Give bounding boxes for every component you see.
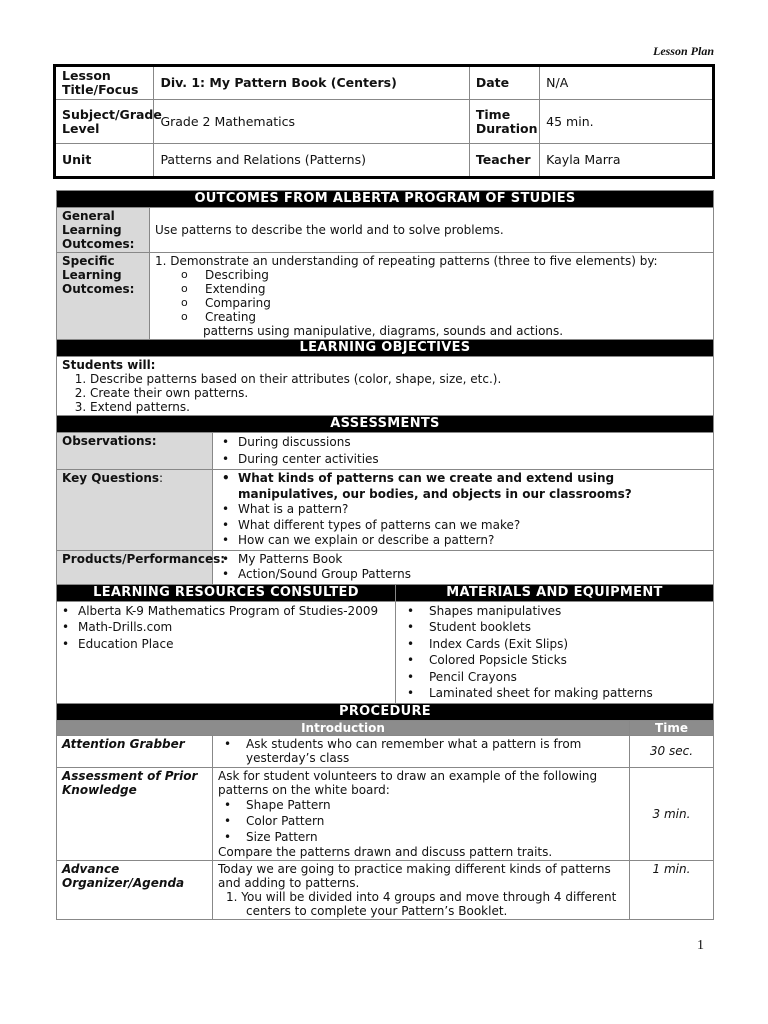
list-item: • What is a pattern? [234,502,708,518]
advance-intro: Today we are going to practice making different kinds of patterns and adding to patterns. [218,861,611,890]
list-item: • My Patterns Book [234,552,708,568]
teacher-label: Teacher [469,144,539,178]
list-item: o Describing [205,268,708,282]
list-item: o Creating [205,310,708,324]
observations [213,433,714,470]
list-item: • Ask students who can remember what a pattern is from yesterday’s class [242,737,624,765]
list-item: • Laminated sheet for making patterns [425,685,708,702]
advance-time: 1 min. [630,860,714,919]
list-item: • Student booklets [425,619,708,636]
list-item: • How can we explain or describe a pattern? [234,533,708,549]
list-item: • What different types of patterns can we make? [234,518,708,534]
prior-time: 3 min. [630,767,714,860]
list-item: • Action/Sound Group Patterns [234,567,708,583]
objectives-list [62,372,708,414]
list-item: 3. Extend patterns. [90,400,708,414]
date-label: Date [469,66,539,100]
observations-label: Observations: [57,433,213,470]
time-column-heading: Time [630,720,714,735]
materials-heading: MATERIALS AND EQUIPMENT [396,584,714,601]
objectives-body [57,357,714,416]
key-questions [213,470,714,551]
advance-organizer-label: Advance Organizer/Agenda [57,860,213,919]
objectives-heading: LEARNING OBJECTIVES [57,340,714,357]
list-item: • Alberta K-9 Mathematics Program of Studies-2009 [74,603,390,620]
attention-grabber-label: Attention Grabber [57,735,213,767]
procedure-heading: PROCEDURE [57,703,714,720]
list-item: • Shapes manipulatives [425,603,708,620]
general-outcomes: Use patterns to describe the world and to solve problems. [150,208,714,253]
list-item: • During discussions [234,434,708,451]
specific-outcome-list [155,268,708,324]
list-item: • During center activities [234,451,708,468]
duration-value: 45 min. [540,100,714,144]
list-item: 1. Describe patterns based on their attributes (color, shape, size, etc.). [90,372,708,386]
title-label: Lesson Title/Focus [55,66,154,100]
duration-label: Time Duration [469,100,539,144]
specific-outcomes [150,253,714,340]
list-item: 2. Create their own patterns. [90,386,708,400]
list-item: • Pencil Crayons [425,669,708,686]
resources-heading: LEARNING RESOURCES CONSULTED [57,584,396,601]
materials-list [396,601,714,703]
list-item: • Colored Popsicle Sticks [425,652,708,669]
date-value: N/A [540,66,714,100]
subject-label: Subject/Grade Level [55,100,154,144]
specific-outcome-outro: patterns using manipulative, diagrams, sounds and actions. [203,324,564,338]
prior-outro: Compare the patterns drawn and discuss pattern traits. [218,844,553,859]
teacher-value: Kayla Marra [540,144,714,178]
introduction-subheading: Introduction [57,720,630,735]
list-item: • Index Cards (Exit Slips) [425,636,708,653]
lesson-title: Div. 1: My Pattern Book (Centers) [154,66,469,100]
unit-label: Unit [55,144,154,178]
objectives-lead: Students will: [62,358,156,372]
specific-outcome-intro: 1. Demonstrate an understanding of repeating patterns (three to five elements) by: [155,254,658,268]
advance-organizer [213,860,630,919]
prior-knowledge [213,767,630,860]
list-item: • Math-Drills.com [74,619,390,636]
subject-value: Grade 2 Mathematics [154,100,469,144]
unit-value: Patterns and Relations (Patterns) [154,144,469,178]
attention-time: 30 sec. [630,735,714,767]
list-item: • Shape Pattern [242,797,624,813]
page-number: 1 [697,938,704,953]
lesson-plan-table [56,190,714,920]
advance-item: 1. You will be divided into 4 groups and move through 4 different centers to complete your Pattern’s Booklet. [226,889,617,918]
resources-list [57,601,396,703]
general-outcomes-label: General Learning Outcomes: [57,208,150,253]
list-item: o Extending [205,282,708,296]
list-item: • Education Place [74,636,390,653]
specific-outcomes-label: Specific Learning Outcomes: [57,253,150,340]
list-item: • Color Pattern [242,813,624,829]
outcomes-heading: OUTCOMES FROM ALBERTA PROGRAM OF STUDIES [57,191,714,208]
lesson-info-table [53,64,715,179]
assessments-heading: ASSESSMENTS [57,416,714,433]
key-question-main: • What kinds of patterns can we create and extend using manipulatives, our bodies, and objects in our classrooms? [234,471,708,502]
document-header: Lesson Plan [652,44,714,58]
list-item: o Comparing [205,296,708,310]
prior-knowledge-label: Assessment of Prior Knowledge [57,767,213,860]
products [213,550,714,584]
attention-grabber [213,735,630,767]
key-questions-label: Key Questions: [57,470,213,551]
products-label: Products/Performances: [57,550,213,584]
prior-intro: Ask for student volunteers to draw an example of the following patterns on the white board: [218,768,598,797]
list-item: • Size Pattern [242,829,624,845]
